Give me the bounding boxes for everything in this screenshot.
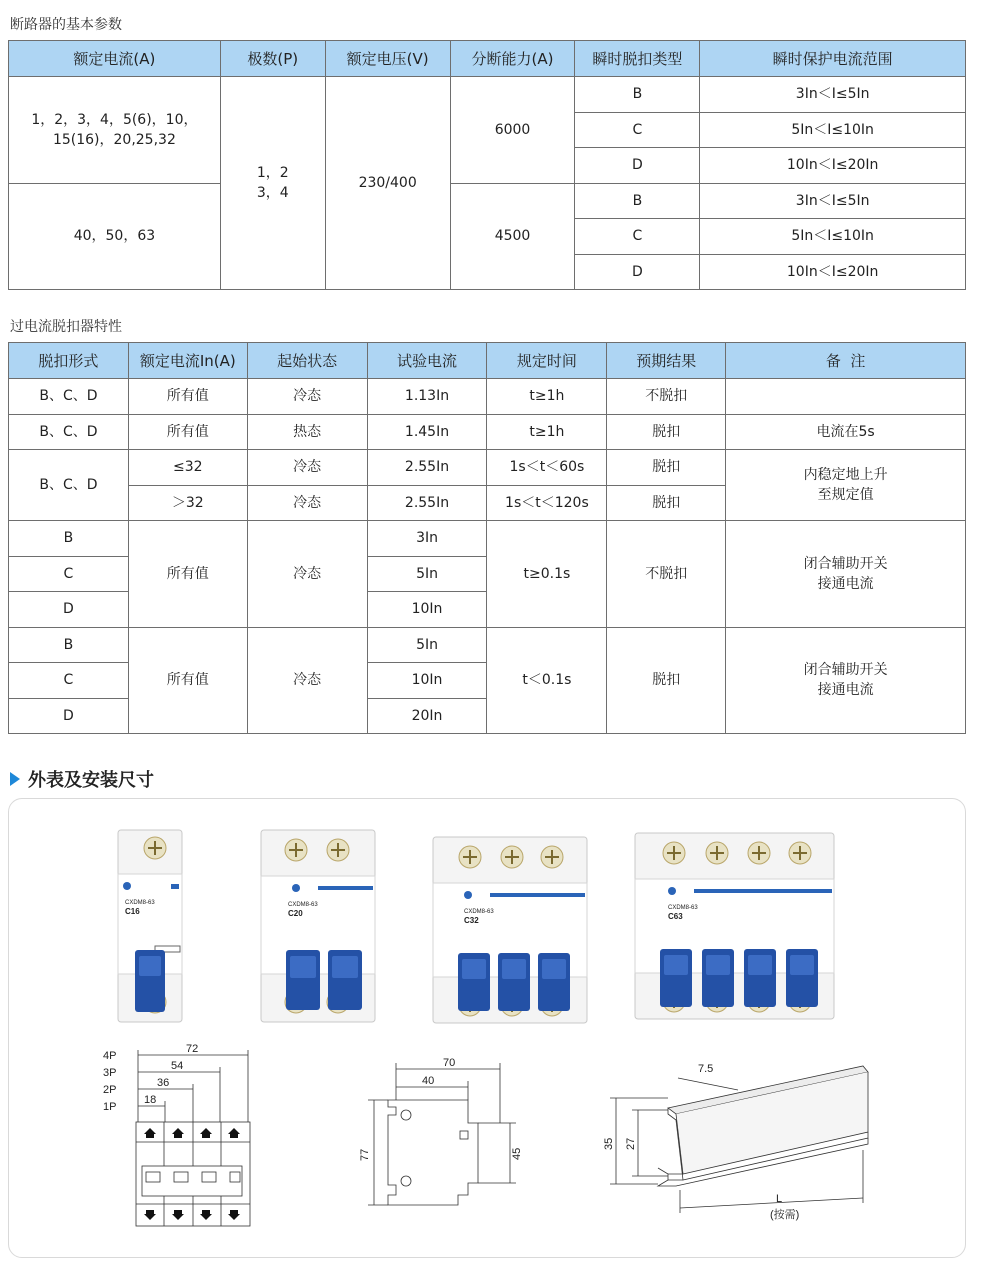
section-heading-dimensions <box>10 766 154 792</box>
label-2p: 2P <box>103 1084 117 1096</box>
label-4p: 4P <box>103 1050 117 1062</box>
header-initial-state: 起始状态 <box>247 343 367 379</box>
cell-trip-type: B <box>575 77 700 113</box>
table-row <box>9 627 966 663</box>
cell-result: 不脱扣 <box>607 379 726 415</box>
basic-params-table <box>8 40 966 290</box>
table-row <box>9 450 966 486</box>
cell-state: 冷态 <box>247 521 367 628</box>
cell-current: ＞32 <box>128 485 247 521</box>
breaker-1p-image <box>115 826 185 1026</box>
cell-current: 所有值 <box>128 627 247 734</box>
cell-result: 脱扣 <box>607 414 726 450</box>
cell-state: 冷态 <box>247 485 367 521</box>
cell-state: 冷态 <box>247 379 367 415</box>
cell-form: D <box>9 592 129 628</box>
breaker-1p-rating: C16 <box>125 907 140 916</box>
header-test-current: 试验电流 <box>367 343 487 379</box>
cell-state: 冷态 <box>247 627 367 734</box>
cell-form: C <box>9 663 129 699</box>
cell-trip-range: 10In＜I≤20In <box>700 148 966 184</box>
section-title-dimensions: 外表及安装尺寸 <box>28 770 154 791</box>
cell-breaking-1: 6000 <box>450 77 575 184</box>
dim-27: 27 <box>625 1137 637 1150</box>
breaker-1p-model: CXDM8-63 <box>125 900 155 906</box>
cell-trip-type: C <box>575 112 700 148</box>
cell-test: 20In <box>367 698 487 734</box>
header-result: 预期结果 <box>607 343 726 379</box>
cell-current: 所有值 <box>128 379 247 415</box>
cell-note: 闭合辅助开关 接通电流 <box>726 627 966 734</box>
cell-state: 热态 <box>247 414 367 450</box>
cell-trip-type: D <box>575 254 700 290</box>
cell-trip-range: 5In＜I≤10In <box>700 219 966 255</box>
dim-7-5: 7.5 <box>698 1063 714 1075</box>
cell-test: 1.45In <box>367 414 487 450</box>
cell-note <box>726 379 966 415</box>
section-title-basic-params: 断路器的基本参数 <box>10 17 122 33</box>
dim-40: 40 <box>422 1075 435 1087</box>
cell-trip-type: C <box>575 219 700 255</box>
dim-72: 72 <box>186 1043 199 1055</box>
header-breaking-capacity: 分断能力(A) <box>450 41 575 77</box>
header-protection-range: 瞬时保护电流范围 <box>700 41 966 77</box>
dim-77: 77 <box>359 1148 371 1161</box>
dim-L: L <box>776 1193 783 1205</box>
cell-test: 10In <box>367 663 487 699</box>
cell-test: 2.55In <box>367 450 487 486</box>
breaker-3p-rating: C32 <box>464 916 479 925</box>
table-header-row <box>9 41 966 77</box>
cell-form: B <box>9 521 129 557</box>
cell-form: B、C、D <box>9 414 129 450</box>
cell-note: 闭合辅助开关 接通电流 <box>726 521 966 628</box>
label-1p: 1P <box>103 1101 117 1113</box>
side-view-drawing <box>358 1055 528 1215</box>
cell-result: 脱扣 <box>607 485 726 521</box>
breaker-2p-rating: C20 <box>288 909 303 918</box>
cell-time: t≥1h <box>487 414 607 450</box>
cell-form: B、C、D <box>9 379 129 415</box>
cell-form: C <box>9 556 129 592</box>
cell-result: 脱扣 <box>607 627 726 734</box>
cell-note: 内稳定地上升 至规定值 <box>726 450 966 521</box>
table-header-row <box>9 343 966 379</box>
cell-trip-range: 3In＜I≤5In <box>700 77 966 113</box>
cell-trip-range: 5In＜I≤10In <box>700 112 966 148</box>
rail-length-note: (按需) <box>770 1209 800 1221</box>
header-trip-form: 脱扣形式 <box>9 343 129 379</box>
cell-time: t≥0.1s <box>487 521 607 628</box>
cell-form: B <box>9 627 129 663</box>
breaker-4p-image <box>632 829 837 1024</box>
cell-test: 5In <box>367 556 487 592</box>
cell-test: 1.13In <box>367 379 487 415</box>
header-time: 规定时间 <box>487 343 607 379</box>
dim-36: 36 <box>157 1077 170 1089</box>
dim-54: 54 <box>171 1060 184 1072</box>
triangle-bullet-icon <box>10 772 20 786</box>
cell-result: 脱扣 <box>607 450 726 486</box>
cell-trip-type: D <box>575 148 700 184</box>
cell-test: 5In <box>367 627 487 663</box>
cell-time: t＜0.1s <box>487 627 607 734</box>
breaker-3p-model: CXDM8-63 <box>464 909 494 915</box>
dim-18: 18 <box>144 1094 157 1106</box>
dim-70: 70 <box>443 1057 456 1069</box>
overcurrent-table <box>8 342 966 734</box>
header-rated-current: 额定电流(A) <box>9 41 221 77</box>
cell-result: 不脱扣 <box>607 521 726 628</box>
cell-poles: 1，2 3，4 <box>220 77 325 290</box>
cell-time: 1s＜t＜120s <box>487 485 607 521</box>
header-notes: 备 注 <box>726 343 966 379</box>
breaker-4p-model: CXDM8-63 <box>668 905 698 911</box>
header-rated-current: 额定电流In(A) <box>128 343 247 379</box>
cell-time: 1s＜t＜60s <box>487 450 607 486</box>
table-row <box>9 414 966 450</box>
cell-note: 电流在5s <box>726 414 966 450</box>
cell-current: 所有值 <box>128 414 247 450</box>
din-rail-drawing <box>598 1058 878 1228</box>
label-3p: 3P <box>103 1067 117 1079</box>
cell-time: t≥1h <box>487 379 607 415</box>
dim-35: 35 <box>603 1137 615 1150</box>
cell-test: 2.55In <box>367 485 487 521</box>
breaker-2p-image <box>258 826 378 1026</box>
header-trip-type: 瞬时脱扣类型 <box>575 41 700 77</box>
cell-voltage: 230/400 <box>325 77 450 290</box>
cell-breaking-2: 4500 <box>450 183 575 290</box>
breaker-3p-image <box>430 833 590 1028</box>
cell-current-group-2: 40，50，63 <box>9 183 221 290</box>
cell-trip-type: B <box>575 183 700 219</box>
cell-trip-range: 10In＜I≤20In <box>700 254 966 290</box>
table-row <box>9 183 966 219</box>
cell-trip-range: 3In＜I≤5In <box>700 183 966 219</box>
table-row <box>9 379 966 415</box>
header-rated-voltage: 额定电压(V) <box>325 41 450 77</box>
front-view-drawing <box>100 1042 260 1232</box>
cell-current: 所有值 <box>128 521 247 628</box>
cell-current-group-1: 1，2，3，4，5(6)，10，15(16)，20,25,32 <box>9 77 221 184</box>
cell-form: D <box>9 698 129 734</box>
cell-test: 3In <box>367 521 487 557</box>
cell-state: 冷态 <box>247 450 367 486</box>
dim-45: 45 <box>511 1147 523 1160</box>
breaker-2p-model: CXDM8-63 <box>288 902 318 908</box>
header-poles: 极数(P) <box>220 41 325 77</box>
cell-current: ≤32 <box>128 450 247 486</box>
cell-test: 10In <box>367 592 487 628</box>
table-row <box>9 77 966 113</box>
breaker-4p-rating: C63 <box>668 912 683 921</box>
section-title-overcurrent: 过电流脱扣器特性 <box>10 319 122 335</box>
cell-form: B、C、D <box>9 450 129 521</box>
table-row <box>9 521 966 557</box>
